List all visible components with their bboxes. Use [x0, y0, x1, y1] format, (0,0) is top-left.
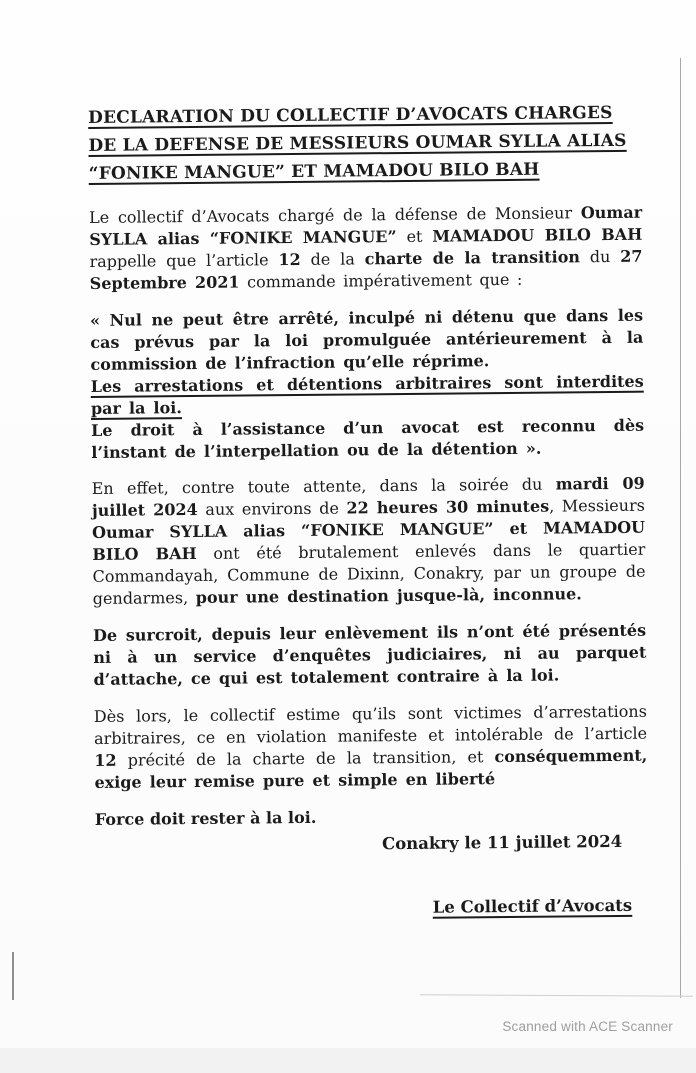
scanner-watermark: Scanned with ACE Scanner [502, 1019, 673, 1034]
text-run: rappelle que l’article [89, 250, 279, 271]
title-line-3: “FONIKE MANGUE” ET MAMADOU BILO BAH [88, 159, 540, 184]
text-run: ont été brutalement enlevés dans le quartier Commandayah, Commune de Dixinn, Conakry, par un groupe de gendarmes, [92, 539, 646, 608]
text-run: Dès lors, le collectif estime qu’ils sont victimes d’arrestations arbitraires, ce en violation manifeste et intolérable de l’article [93, 701, 648, 748]
text-run: du [579, 246, 621, 267]
text-run: commande impérativement que : [239, 269, 523, 292]
underlined-text-run: Les arrestations et détentions arbitraires sont interdites par la loi. [90, 371, 644, 418]
quote-prohibition-underlined [91, 371, 644, 420]
text-run-bold: 27 Septembre 2021 [89, 246, 643, 293]
events-paragraph [92, 473, 646, 610]
quote-principle: « Nul ne peut être arrêté, inculpé ni détenu que dans les cas prévus par la loi promulguée antérieurement à la commission de l’infraction qu’elle réprime. [89, 305, 644, 374]
text-run-bold: MAMADOU BILO BAH [432, 224, 643, 246]
title-line-2: DE LA DEFENSE DE MESSIEURS OUMAR SYLLA ALIAS [88, 130, 627, 156]
grievance-paragraph: De surcroit, depuis leur enlèvement ils n’ont été présentés ni à un service d’enquêtes judiciaires, ni au parquet d’attache, ce qui est totalement contraire à la loi. [93, 620, 647, 689]
text-run-bold: charte de la transition [364, 247, 581, 269]
charter-quote [90, 305, 644, 464]
quote-right-to-counsel: Le droit à l’assistance d’un avocat est reconnu dès l’instant de l’interpellation ou de la détention ». [91, 415, 645, 462]
conclusion-paragraph [94, 701, 648, 794]
page-edge-left [12, 952, 14, 1000]
document-body [88, 99, 649, 922]
text-run: En effet, contre toute attente, dans la soirée du [91, 474, 556, 498]
signature: Le Collectif d’Avocats [432, 895, 633, 917]
document-title [88, 99, 642, 188]
text-run: aux environs de [197, 498, 347, 519]
bottom-strip [0, 1048, 696, 1073]
title-line-1: DECLARATION DU COLLECTIF D’AVOCATS CHARGES [88, 102, 613, 128]
text-run: et [396, 226, 433, 247]
text-run-bold: 12 [278, 249, 301, 270]
text-run: , Messieurs [549, 495, 645, 516]
text-run-bold: 22 heures 30 minutes [346, 496, 550, 518]
intro-paragraph [89, 202, 643, 295]
text-run-bold: pour une destination jusque-là, inconnue. [195, 584, 582, 607]
text-run: Le collectif d’Avocats chargé de la défense de Monsieur [88, 203, 581, 227]
page-edge-right [680, 58, 681, 998]
closing-statement: Force doit rester à la loi. [94, 807, 317, 829]
text-run-bold: 12 [94, 750, 117, 770]
text-run: précité de la charte de la transition, et [116, 747, 495, 770]
text-run: de la [300, 249, 365, 269]
text-run-bold: Oumar SYLLA alias “FONIKE MANGUE” [89, 202, 643, 249]
page-edge-bottom [420, 994, 693, 996]
text-run-bold: mardi 09 juillet 2024 [91, 473, 645, 520]
text-run-bold: Oumar SYLLA alias “FONIKE MANGUE” et MAMADOU BILO BAH [92, 517, 646, 564]
dateline: Conakry le 11 juillet 2024 [382, 831, 623, 854]
text-run-bold: conséquemment, exige leur remise pure et simple en liberté [94, 745, 648, 792]
